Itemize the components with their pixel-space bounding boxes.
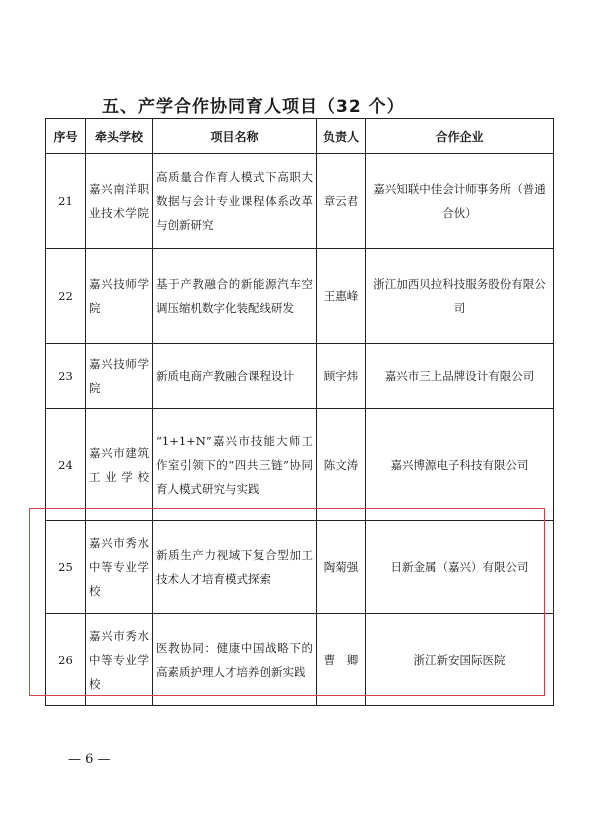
cell-company: 嘉兴市三上品牌设计有限公司: [366, 344, 554, 409]
cell-title: 新质生产力视域下复合型加工技术人才培育模式探索: [153, 521, 317, 614]
cell-lead: 曹 卿: [317, 614, 366, 706]
table-header-row: [46, 119, 554, 154]
table-row: [46, 249, 554, 344]
cell-index: 24: [46, 409, 86, 521]
header-school: 牵头学校: [86, 119, 153, 154]
header-company: 合作企业: [366, 119, 554, 154]
cell-company: 浙江加西贝拉科技服务股份有限公司: [366, 249, 554, 344]
cell-lead: 章云君: [317, 154, 366, 249]
table-row: [46, 521, 554, 614]
table-row: [46, 344, 554, 409]
cell-index: 25: [46, 521, 86, 614]
cell-company: 嘉兴知联中佳会计师事务所（普通合伙）: [366, 154, 554, 249]
projects-table: [45, 118, 554, 706]
cell-lead: 陈文涛: [317, 409, 366, 521]
header-title: 项目名称: [153, 119, 317, 154]
cell-company: 浙江新安国际医院: [366, 614, 554, 706]
cell-index: 23: [46, 344, 86, 409]
table-row: [46, 614, 554, 706]
cell-title: 医教协同：健康中国战略下的高素质护理人才培养创新实践: [153, 614, 317, 706]
cell-title: 高质量合作育人模式下高职大数据与会计专业课程体系改革与创新研究: [153, 154, 317, 249]
header-lead: 负责人: [317, 119, 366, 154]
page-number: — 6 —: [68, 752, 111, 767]
cell-title: 新质电商产教融合课程设计: [153, 344, 317, 409]
cell-company: 日新金属（嘉兴）有限公司: [366, 521, 554, 614]
cell-title: 基于产教融合的新能源汽车空调压缩机数字化装配线研发: [153, 249, 317, 344]
cell-title: “1+1+N”嘉兴市技能大师工作室引领下的“四共三链”协同育人模式研究与实践: [153, 409, 317, 521]
cell-school: 嘉兴南洋职业技术学院: [86, 154, 153, 249]
cell-school: 嘉兴市秀水中等专业学校: [86, 614, 153, 706]
cell-index: 22: [46, 249, 86, 344]
table-row: [46, 409, 554, 521]
header-index: 序号: [46, 119, 86, 154]
table-row: [46, 154, 554, 249]
cell-school: 嘉兴技师学院: [86, 249, 153, 344]
cell-lead: 王惠峰: [317, 249, 366, 344]
cell-school: 嘉兴市建筑工业学校: [86, 409, 153, 521]
section-heading: 五、产学合作协同育人项目（32 个）: [102, 97, 405, 117]
cell-index: 26: [46, 614, 86, 706]
cell-lead: 顾宇炜: [317, 344, 366, 409]
cell-company: 嘉兴博源电子科技有限公司: [366, 409, 554, 521]
cell-lead: 陶菊强: [317, 521, 366, 614]
cell-index: 21: [46, 154, 86, 249]
cell-school: 嘉兴技师学院: [86, 344, 153, 409]
cell-school: 嘉兴市秀水中等专业学校: [86, 521, 153, 614]
